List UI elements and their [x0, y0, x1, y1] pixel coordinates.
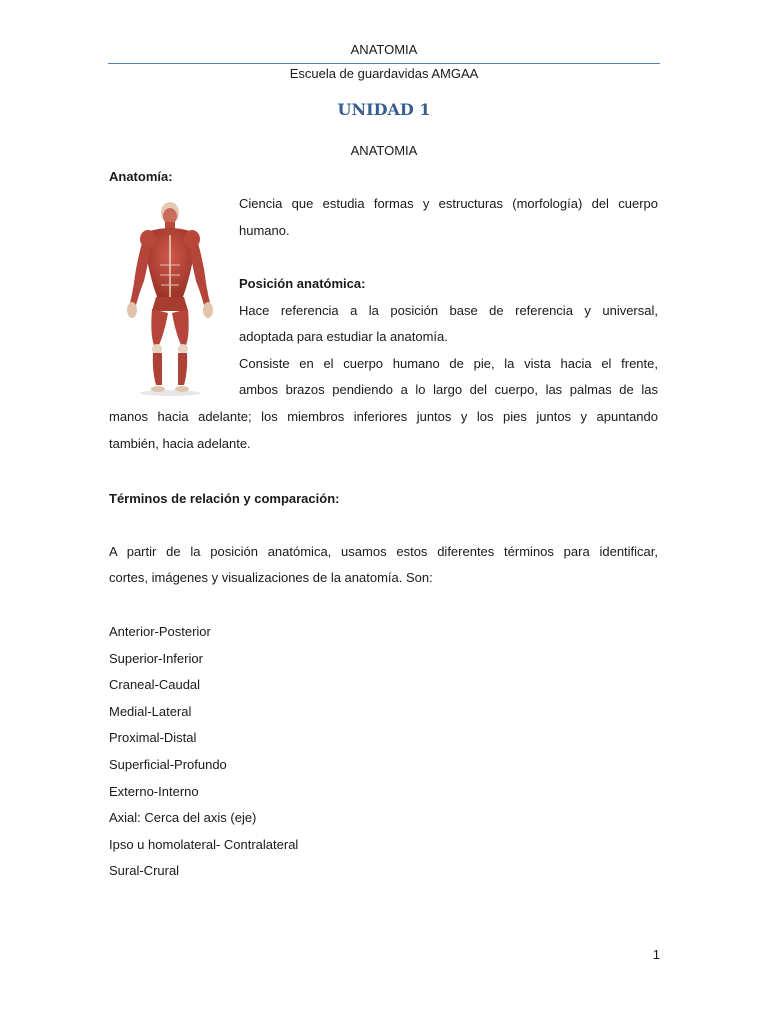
list-item: Sural-Crural — [109, 863, 180, 879]
terminos-intro-line1: A partir de la posición anatómica, usamos estos diferentes términos para identificar, — [109, 544, 658, 559]
posicion-line3: Consiste en el cuerpo humano de pie, la vista hacia el frente, — [239, 356, 658, 371]
section-title: ANATOMIA — [350, 143, 418, 158]
list-item: Medial-Lateral — [109, 703, 192, 719]
terminos-intro-line2: cortes, imágenes y visualizaciones de la anatomía. Son: — [109, 570, 433, 585]
unit-title: UNIDAD 1 — [337, 100, 431, 119]
list-item: Externo-Interno — [109, 783, 199, 799]
muscle-figure-svg — [112, 195, 228, 397]
anatomia-definition-line1: Ciencia que estudia formas y estructuras (morfología) del cuerpo — [239, 196, 658, 211]
list-item: Proximal-Distal — [109, 730, 197, 746]
human-muscle-anatomy-figure — [112, 195, 228, 397]
posicion-line1: Hace referencia a la posición base de referencia y universal, — [239, 303, 658, 318]
list-item: Ipso u homolateral- Contralateral — [109, 836, 299, 852]
posicion-line2: adoptada para estudiar la anatomía. — [239, 329, 448, 344]
list-item: Anterior-Posterior — [109, 624, 211, 639]
list-item: Axial: Cerca del axis (eje) — [109, 810, 257, 826]
list-item: Craneal-Caudal — [109, 677, 201, 693]
terminos-heading: Términos de relación y comparación: — [109, 491, 340, 506]
page-number: 1 — [652, 947, 660, 962]
anatomia-label: Anatomía: — [109, 169, 173, 184]
header-subtitle: Escuela de guardavidas AMGAA — [289, 66, 479, 81]
posicion-heading: Posición anatómica: — [239, 276, 366, 291]
anatomia-definition-line2: humano. — [239, 223, 290, 238]
list-item: Superior-Inferior — [109, 650, 203, 666]
header-divider — [108, 63, 660, 64]
posicion-line6: también, hacia adelante. — [109, 436, 251, 451]
terms-list — [109, 619, 298, 885]
header-title: ANATOMIA — [350, 42, 418, 57]
list-item: Superficial-Profundo — [109, 756, 227, 772]
posicion-line4: ambos brazos pendiendo a lo largo del cuerpo, las palmas de las — [239, 382, 658, 397]
posicion-line5: manos hacia adelante; los miembros inferiores juntos y los pies juntos y apuntando — [109, 409, 658, 424]
